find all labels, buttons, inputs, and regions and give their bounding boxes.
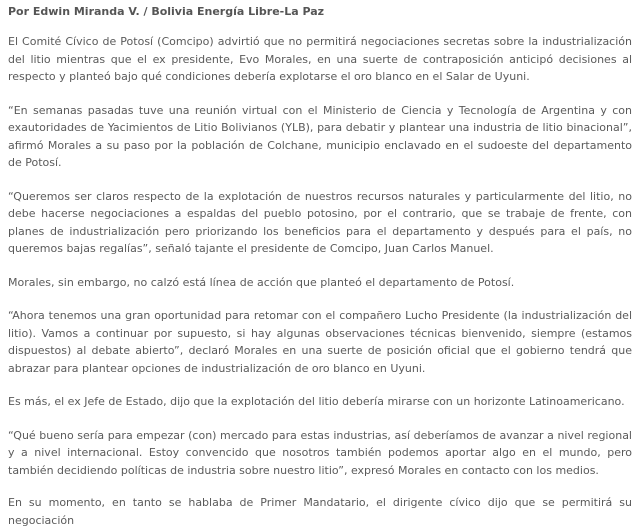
- article-paragraph-6: Es más, el ex Jefe de Estado, dijo que la explotación del litio debería mirarse con un horizonte Latinoamericano.: [8, 395, 625, 408]
- article-paragraph-1: El Comité Cívico de Potosí (Comcipo) advirtió que no permitirá negociaciones secretas sobre la industrialización del litio mientras que el ex presidente, Evo Morales, en una suerte de contraposición anticipó decisiones al respecto y planteó bajo qué condiciones debería explotarse el oro blanco en el Salar de Uyuni.: [8, 35, 632, 83]
- article-paragraph-4: Morales, sin embargo, no calzó está línea de acción que planteó el departamento de Potosí.: [8, 275, 515, 289]
- article-paragraph-7: “Qué bueno sería para empezar (con) mercado para estas industrias, así deberíamos de avanzar a nivel regional y a nivel internacional. Estoy convencido que nosotros también podemos aportar algo en el mundo, pero también decidiendo políticas de industria sobre nuestro litio”, expresó Morales en contacto con los medios.: [8, 428, 632, 477]
- article-body: [8, 0, 632, 527]
- article-paragraph-3: “Queremos ser claros respecto de la explotación de nuestros recursos naturales y particularmente del litio, no debe hacerse negociaciones a espaldas del pueblo potosino, por el contrario, que se trabaje de frente, con planes de industrialización pero priorizando los beneficios para el departamento y después para el país, no queremos bajas regalías”, señaló tajante el presidente de Comcipo, Juan Carlos Manuel.: [8, 189, 632, 255]
- article-paragraph-8-partial: En su momento, en tanto se hablaba de Primer Mandatario, el dirigente cívico dijo que se permitirá su negociación: [8, 496, 632, 527]
- article-paragraph-5: “Ahora tenemos una gran oportunidad para retomar con el compañero Lucho Presidente (la industrialización del litio). Vamos a continuar por supuesto, si hay algunas observaciones técnicas bienvenido, siempre (estamos dispuestos) al debate abierto”, declaró Morales en una suerte de posición oficial que el gobierno tendrá que abrazar para plantear opciones de industrialización de oro blanco en Uyuni.: [8, 309, 632, 375]
- article-paragraph-2: “En semanas pasadas tuve una reunión virtual con el Ministerio de Ciencia y Tecnología de Argentina y con exautoridades de Yacimientos de Litio Bolivianos (YLB), para debatir y plantear una industria de litio binacional”, afirmó Morales a su paso por la población de Colchane, municipio enclavado en el sudoeste del departamento de Potosí.: [8, 103, 632, 169]
- article-byline: Por Edwin Miranda V. / Bolivia Energía Libre-La Paz: [8, 5, 325, 18]
